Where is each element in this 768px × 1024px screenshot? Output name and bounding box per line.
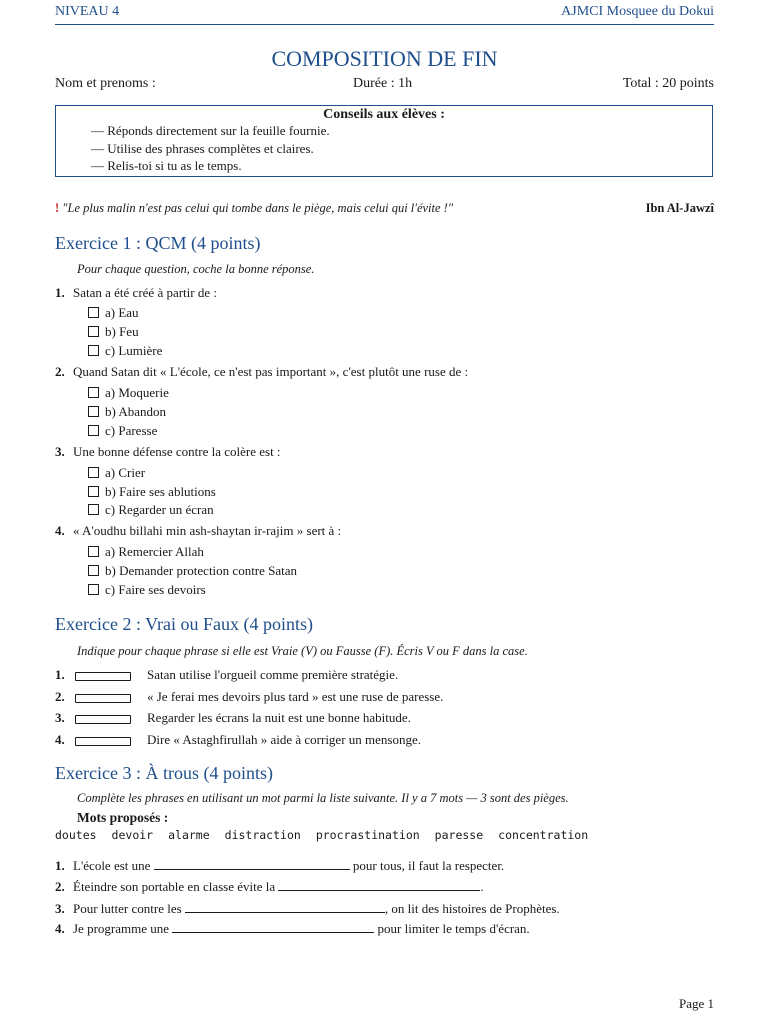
word-option: doutes	[55, 828, 97, 842]
question-1	[55, 285, 217, 301]
word-option: concentration	[498, 828, 589, 842]
option-checkbox[interactable]	[88, 563, 297, 579]
checkbox[interactable]	[88, 565, 99, 576]
item-number: 3.	[55, 710, 65, 725]
exercise-1-instruction: Pour chaque question, coche la bonne réponse.	[77, 262, 315, 276]
exclamation-icon: !	[55, 201, 60, 215]
option-label: c) Faire ses devoirs	[105, 582, 206, 597]
name-field-label: Nom et prenoms :	[55, 76, 156, 91]
advice-item: — Relis-toi si tu as le temps.	[91, 158, 242, 173]
statement-text: Regarder les écrans la nuit est une bonne habitude.	[147, 710, 411, 725]
word-option: distraction	[224, 828, 301, 842]
option-checkbox[interactable]	[88, 465, 145, 481]
question-text: Une bonne défense contre la colère est :	[73, 444, 281, 459]
option-checkbox[interactable]	[88, 305, 139, 321]
fill-blank-item	[55, 901, 560, 917]
option-checkbox[interactable]	[88, 423, 157, 439]
statement-text: Satan utilise l'orgueil comme première stratégie.	[147, 667, 399, 682]
checkbox[interactable]	[88, 546, 99, 557]
exam-page	[55, 0, 714, 1024]
checkbox[interactable]	[88, 345, 99, 356]
advice-title: Conseils aux élèves :	[323, 107, 445, 122]
item-number: 2.	[55, 689, 65, 704]
word-list	[55, 828, 603, 842]
page-header	[55, 4, 714, 25]
word-list-label: Mots proposés :	[77, 810, 169, 825]
blank-line[interactable]	[185, 902, 385, 913]
answer-box[interactable]	[75, 737, 131, 746]
quote-line	[55, 201, 714, 219]
statement-text: « Je ferai mes devoirs plus tard » est une ruse de paresse.	[147, 689, 444, 704]
exercise-1-title: Exercice 1 : QCM (4 points)	[55, 233, 261, 253]
quote-author: Ibn Al-Jawzî	[645, 201, 714, 215]
question-2	[55, 364, 468, 380]
option-label: b) Demander protection contre Satan	[105, 563, 298, 578]
page-number: Page 1	[678, 996, 714, 1011]
question-number: 4.	[55, 523, 65, 538]
question-number: 3.	[55, 444, 65, 459]
checkbox[interactable]	[88, 387, 99, 398]
item-number: 3.	[55, 901, 65, 916]
advice-box	[55, 105, 713, 177]
advice-item: — Réponds directement sur la feuille fournie.	[91, 123, 330, 138]
sentence-start: L'école est une	[73, 858, 151, 873]
checkbox[interactable]	[88, 584, 99, 595]
question-text: Satan a été créé à partir de :	[73, 285, 217, 300]
question-text: « A'oudhu billahi min ash-shaytan ir-rajim » sert à :	[73, 523, 342, 538]
option-checkbox[interactable]	[88, 484, 216, 500]
answer-box[interactable]	[75, 715, 131, 724]
checkbox[interactable]	[88, 467, 99, 478]
exam-meta	[55, 76, 714, 94]
true-false-item	[55, 667, 399, 683]
level-label: NIVEAU 4	[55, 4, 120, 19]
advice-list	[91, 123, 330, 176]
advice-item: — Utilise des phrases complètes et claires.	[91, 140, 314, 156]
question-number: 2.	[55, 364, 65, 379]
option-checkbox[interactable]	[88, 582, 206, 598]
option-checkbox[interactable]	[88, 343, 162, 359]
word-option: devoir	[111, 828, 154, 842]
true-false-item	[55, 732, 421, 748]
item-number: 4.	[55, 732, 65, 747]
duration-label: Durée : 1h	[353, 76, 413, 91]
organization-label: AJMCI Mosquee du Dokui	[561, 4, 714, 19]
option-label: b) Abandon	[105, 404, 167, 419]
true-false-item	[55, 689, 444, 705]
question-4	[55, 523, 341, 539]
sentence-start: Pour lutter contre les	[73, 901, 182, 916]
sentence-end: .	[480, 879, 484, 894]
option-label: c) Regarder un écran	[105, 502, 214, 517]
option-label: a) Eau	[105, 305, 139, 320]
option-label: a) Crier	[105, 465, 146, 480]
exam-title: COMPOSITION DE FIN	[271, 46, 498, 71]
word-option: procrastination	[315, 828, 420, 842]
sentence-end: pour limiter le temps d'écran.	[377, 921, 530, 936]
blank-line[interactable]	[154, 859, 350, 870]
exercise-2-title: Exercice 2 : Vrai ou Faux (4 points)	[55, 614, 314, 634]
option-checkbox[interactable]	[88, 324, 139, 340]
option-checkbox[interactable]	[88, 544, 204, 560]
blank-line[interactable]	[172, 922, 374, 933]
sentence-start: Éteindre son portable en classe évite la	[73, 879, 276, 894]
sentence-end: , on lit des histoires de Prophètes.	[384, 901, 560, 916]
option-checkbox[interactable]	[88, 404, 166, 420]
checkbox[interactable]	[88, 504, 99, 515]
item-number: 4.	[55, 921, 65, 936]
word-option: paresse	[434, 828, 484, 842]
option-label: b) Feu	[105, 324, 139, 339]
item-number: 1.	[55, 858, 65, 873]
option-label: c) Paresse	[105, 423, 158, 438]
checkbox[interactable]	[88, 326, 99, 337]
sentence-start: Je programme une	[73, 921, 170, 936]
item-number: 2.	[55, 879, 65, 894]
option-checkbox[interactable]	[88, 385, 169, 401]
exercise-3-title: Exercice 3 : À trous (4 points)	[55, 763, 273, 783]
option-label: c) Lumière	[105, 343, 163, 358]
question-number: 1.	[55, 285, 65, 300]
checkbox[interactable]	[88, 406, 99, 417]
option-label: a) Moquerie	[105, 385, 169, 400]
exercise-3-instruction: Complète les phrases en utilisant un mot parmi la liste suivante. Il y a 7 mots — 3 sont des pièges.	[77, 791, 569, 805]
blank-line[interactable]	[278, 880, 480, 891]
checkbox[interactable]	[88, 307, 99, 318]
option-checkbox[interactable]	[88, 502, 214, 518]
exercise-2-instruction: Indique pour chaque phrase si elle est Vraie (V) ou Fausse (F). Écris V ou F dans la case.	[77, 644, 528, 658]
fill-blank-item	[55, 921, 530, 937]
fill-blank-item	[55, 858, 504, 874]
quote-text: "Le plus malin n'est pas celui qui tombe dans le piège, mais celui qui l'évite !"	[62, 201, 454, 215]
true-false-item	[55, 710, 411, 726]
statement-text: Dire « Astaghfirullah » aide à corriger un mensonge.	[147, 732, 421, 747]
question-text: Quand Satan dit « L'école, ce n'est pas important », c'est plutôt une ruse de :	[73, 364, 469, 379]
item-number: 1.	[55, 667, 65, 682]
sentence-end: pour tous, il faut la respecter.	[352, 858, 505, 873]
total-label: Total : 20 points	[622, 76, 714, 91]
checkbox[interactable]	[88, 486, 99, 497]
question-3	[55, 444, 281, 460]
option-label: a) Remercier Allah	[105, 544, 204, 559]
fill-blank-item	[55, 879, 484, 895]
word-option: alarme	[168, 828, 210, 842]
checkbox[interactable]	[88, 425, 99, 436]
answer-box[interactable]	[75, 672, 131, 681]
answer-box[interactable]	[75, 694, 131, 703]
option-label: b) Faire ses ablutions	[105, 484, 216, 499]
